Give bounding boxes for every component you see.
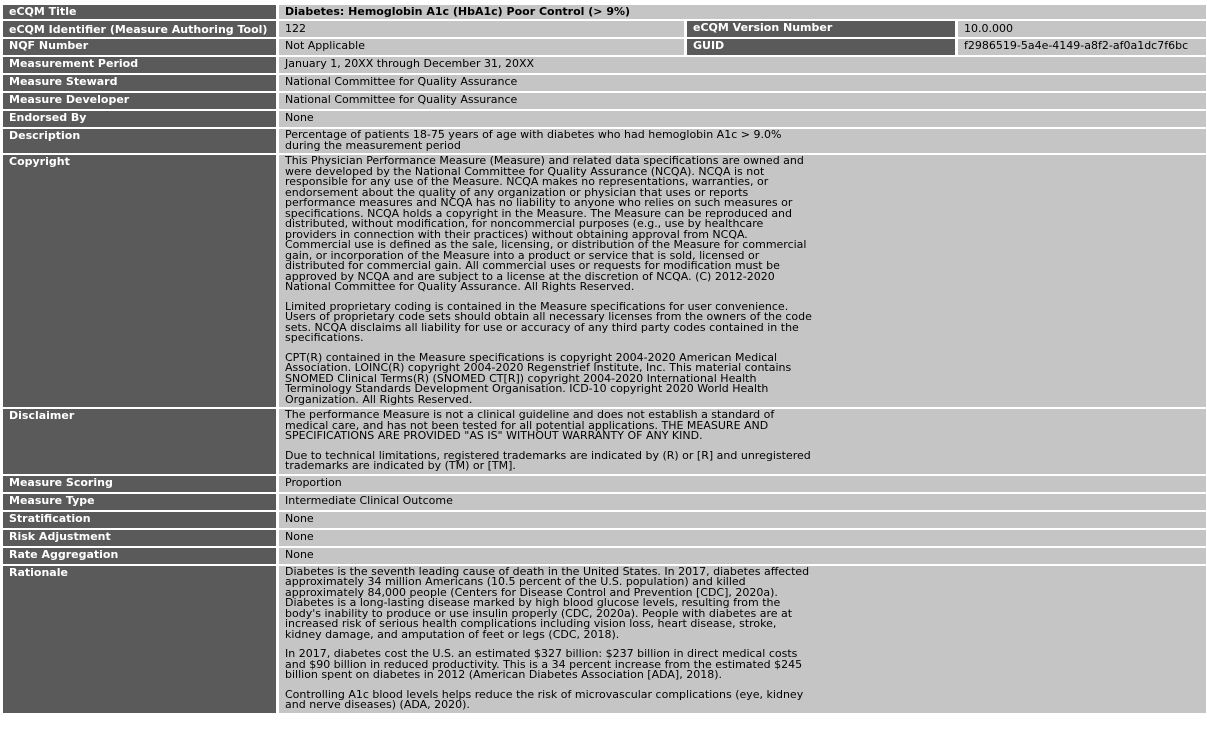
rationale-value [279,566,1206,713]
ecqm-title-value: Diabetes: Hemoglobin A1c (HbA1c) Poor Control (> 9%) [279,5,1206,19]
rationale-paragraph: Diabetes is the seventh leading cause of death in the United States. In 2017, diabetes affected approximately 34 million Americans (10.5 percent of the U.S. population) and killed approximately 84,000 people (Centers for Disease Control and Prevention [CDC], 2020a). Diabetes is a long-lasting disease marked by high blood glucose levels, resulting from the body's inability to produce or use insulin properly (CDC, 2020a). People with diabetes are at increased risk of serious health complications including vision loss, heart disease, stroke, kidney damage, and amputation of feet or legs (CDC, 2018). [285,564,810,641]
guid-value: f2986519-5a4e-4149-a8f2-af0a1dc7f6bc [958,39,1206,55]
row-rate-aggregation [3,548,1206,564]
risk-adjustment-value: None [279,530,1206,546]
measure-scoring-value: Proportion [279,476,1206,492]
copyright-value [279,155,1206,407]
row-description [3,129,1206,153]
measure-spec-table [3,3,1206,715]
measurement-period-label: Measurement Period [3,57,279,73]
row-rationale [3,566,1206,713]
rate-aggregation-label: Rate Aggregation [3,548,279,564]
ecqm-identifier-label: eCQM Identifier (Measure Authoring Tool) [3,21,279,37]
measure-steward-label: Measure Steward [3,75,279,91]
description-text: Percentage of patients 18-75 years of age with diabetes who had hemoglobin A1c > 9.0% during the measurement period [285,128,782,152]
disclaimer-label: Disclaimer [3,409,279,474]
row-measure-scoring [3,476,1206,492]
row-copyright [3,155,1206,407]
ecqm-version-value: 10.0.000 [958,21,1206,37]
endorsed-by-label: Endorsed By [3,111,279,127]
row-measure-type [3,494,1206,510]
disclaimer-paragraph: The performance Measure is not a clinical guideline and does not establish a standard of medical care, and has not been tested for all potential applications. THE MEASURE AND SPECIFICATIONS ARE PROVIDED "AS IS" WITHOUT WARRANTY OF ANY KIND. [285,408,775,442]
disclaimer-paragraph: Due to technical limitations, registered trademarks are indicated by (R) or [R] and unregistered trademarks are indicated by (TM) or [TM]. [285,448,811,472]
stratification-label: Stratification [3,512,279,528]
rate-aggregation-value: None [279,548,1206,564]
row-stratification [3,512,1206,528]
copyright-label: Copyright [3,155,279,407]
row-risk-adjustment [3,530,1206,546]
copyright-paragraph: This Physician Performance Measure (Measure) and related data specifications are owned and were developed by the National Committee for Quality Assurance (NCQA). NCQA is not responsible for any use of the Measure. NCQA makes no representations, warranties, or endorsement about the quality of any organization or physician that uses or reports performance measures and NCQA has no liability to anyone who relies on such measures or specifications. NCQA holds a copyright in the Measure. The Measure can be reproduced and distributed, without modification, for noncommercial purposes (e.g., use by healthcare providers in connection with their practices) without obtaining approval from NCQA. Commercial use is defined as the sale, licensing, or distribution of the Measure for commercial gain, or incorporation of the Measure into a product or service that is sold, licensed or distributed for commercial gain. All commercial uses or requests for modification must be approved by NCQA and are subject to a license at the discretion of NCQA. (C) 2012-2020 National Committee for Quality Assurance. All Rights Reserved. [285,154,807,293]
row-ecqm-title [3,5,1206,19]
measure-developer-label: Measure Developer [3,93,279,109]
copyright-paragraph: Limited proprietary coding is contained in the Measure specifications for user convenience. Users of proprietary code sets should obtain all necessary licenses from the owners of the code sets. NCQA disclaims all liability for use or accuracy of any third party codes contained in the specifications. [285,299,812,344]
measurement-period-value: January 1, 20XX through December 31, 20XX [279,57,1206,73]
row-measurement-period [3,57,1206,73]
stratification-value: None [279,512,1206,528]
measure-scoring-label: Measure Scoring [3,476,279,492]
measure-developer-value: National Committee for Quality Assurance [279,93,1206,109]
row-measure-developer [3,93,1206,109]
disclaimer-value [279,409,1206,474]
rationale-paragraph: In 2017, diabetes cost the U.S. an estimated $327 billion: $237 billion in direct medical costs and $90 billion in reduced productivity. This is a 34 percent increase from the estimated $245 billion spent on diabetes in 2012 (American Diabetes Association [ADA], 2018). [285,647,803,681]
nqf-number-label: NQF Number [3,39,279,55]
row-ecqm-identifier [3,21,1206,37]
copyright-paragraph: CPT(R) contained in the Measure specifications is copyright 2004-2020 American Medical Association. LOINC(R) copyright 2004-2020 Regenstrief Institute, Inc. This material contains SNOMED Clinical Terms(R) (SNOMED CT[R]) copyright 2004-2020 International Health Terminology Standards Development Organisation. ICD-10 copyright 2020 World Health Organization. All Rights Reserved. [285,350,792,406]
measure-type-value: Intermediate Clinical Outcome [279,494,1206,510]
ecqm-title-label: eCQM Title [3,5,279,19]
rationale-paragraph: Controlling A1c blood levels helps reduce the risk of microvascular complications (eye, kidney and nerve diseases) (ADA, 2020). [285,687,804,711]
nqf-number-value: Not Applicable [279,39,687,55]
rationale-label: Rationale [3,566,279,713]
endorsed-by-value: None [279,111,1206,127]
row-nqf-number [3,39,1206,55]
ecqm-version-label: eCQM Version Number [687,21,958,37]
measure-steward-value: National Committee for Quality Assurance [279,75,1206,91]
guid-label: GUID [687,39,958,55]
row-disclaimer [3,409,1206,474]
row-measure-steward [3,75,1206,91]
row-endorsed-by [3,111,1206,127]
ecqm-identifier-value: 122 [279,21,687,37]
risk-adjustment-label: Risk Adjustment [3,530,279,546]
description-value [279,129,1206,153]
measure-type-label: Measure Type [3,494,279,510]
description-label: Description [3,129,279,153]
